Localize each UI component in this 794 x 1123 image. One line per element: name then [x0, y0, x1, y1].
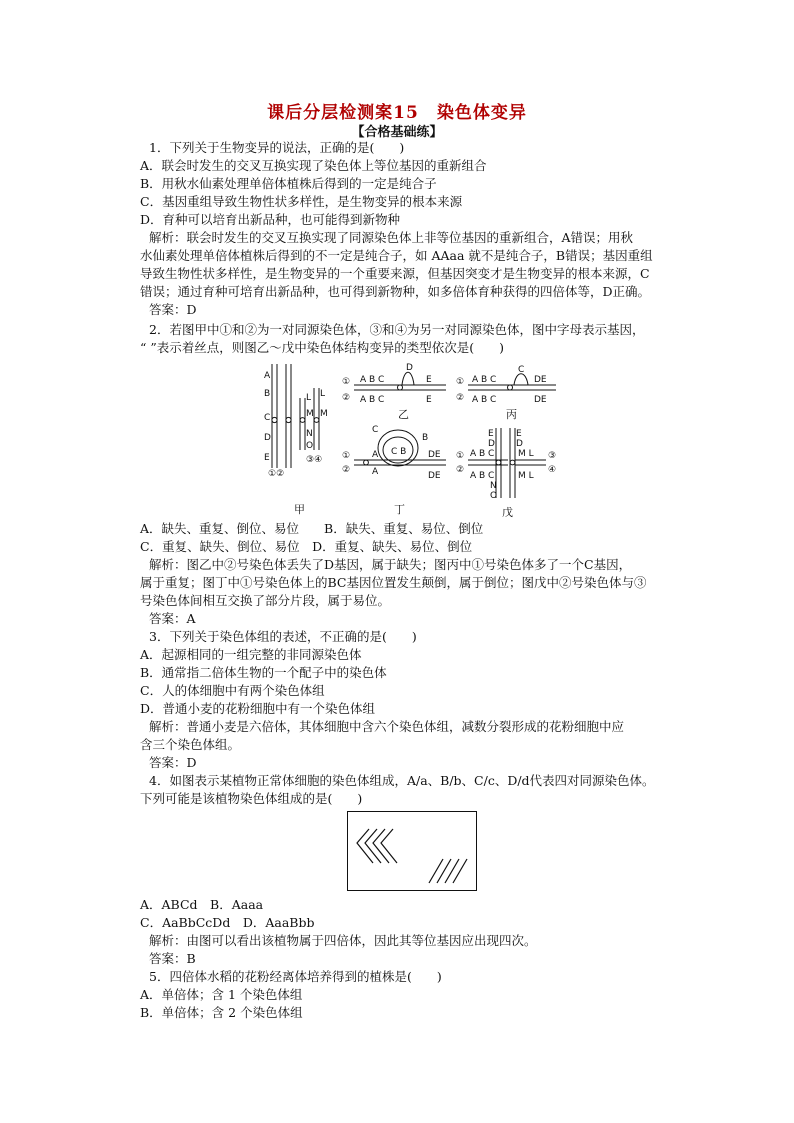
svg-text:A B C: A B C — [472, 395, 497, 405]
q4-answer: 答案：B — [149, 951, 196, 966]
svg-text:M L: M L — [518, 471, 534, 481]
svg-text:DE: DE — [534, 375, 547, 385]
svg-text:E: E — [264, 453, 270, 463]
q2-options-cd: C．重复、缺失、倒位、易位 D．重复、缺失、易位、倒位 — [140, 539, 473, 554]
label-yi: 乙 — [398, 408, 409, 421]
figure-bing — [456, 365, 556, 421]
page-title: 课后分层检测案15 染色体变异 — [267, 103, 527, 123]
svg-text:B: B — [264, 389, 271, 399]
svg-text:E: E — [488, 429, 494, 439]
svg-text:N: N — [306, 429, 313, 439]
q1-option-b: B．用秋水仙素处理单倍体植株后得到的一定是纯合子 — [140, 176, 437, 191]
svg-text:A: A — [264, 371, 271, 381]
q1-answer: 答案：D — [149, 302, 197, 317]
q4-options-cd: C．AaBbCcDd D．AaaBbb — [140, 915, 315, 930]
q1-explanation-2: 水仙素处理单倍体植株后得到的不一定是纯合子，如 AAaa 就不是纯合子，B错误；基因重组 — [140, 248, 653, 263]
svg-text:E: E — [426, 375, 432, 385]
svg-text:②: ② — [342, 465, 351, 475]
q1-stem: 1．下列关于生物变异的说法，正确的是( ) — [149, 140, 405, 155]
svg-text:③: ③ — [548, 451, 557, 461]
q3-explanation-1: 解析：普通小麦是六倍体，其体细胞中含六个染色体组，减数分裂形成的花粉细胞中应 — [149, 719, 625, 734]
svg-text:D: D — [264, 433, 271, 443]
svg-text:A B C: A B C — [360, 395, 385, 405]
q3-option-c: C．人的体细胞中有两个染色体组 — [140, 683, 325, 698]
svg-text:②: ② — [456, 465, 465, 475]
svg-text:A B C: A B C — [470, 449, 495, 459]
q2-options-ab: A．缺失、重复、倒位、易位 B．缺失、重复、易位、倒位 — [140, 521, 484, 536]
q4-options-ab: A．ABCd B．Aaaa — [140, 897, 264, 912]
svg-text:④: ④ — [548, 465, 557, 475]
svg-text:E: E — [426, 395, 432, 405]
svg-text:C: C — [264, 413, 271, 423]
q2-answer: 答案：A — [149, 611, 196, 626]
figure-wu — [456, 428, 556, 518]
figure-ding — [342, 425, 446, 516]
q1-explanation-1: 解析：联会时发生的交叉互换实现了同源染色体上非等位基因的重新组合，A错误；用秋 — [149, 230, 634, 245]
svg-text:①: ① — [342, 451, 351, 461]
q5-option-a: A．单倍体；含 1 个染色体组 — [140, 987, 303, 1002]
figure-yi — [342, 363, 446, 421]
svg-text:C: C — [518, 365, 525, 375]
q4-explanation: 解析：由图可以看出该植物属于四倍体，因此其等位基因应出现四次。 — [149, 933, 537, 948]
q1-explanation-3: 导致生物性状多样性，是生物变异的一个重要来源，但基因突变才是生物变异的根本来源，C — [140, 266, 650, 281]
svg-text:②: ② — [342, 393, 351, 403]
svg-text:L: L — [320, 389, 326, 399]
chromosome-set-figure — [347, 811, 477, 891]
svg-text:M: M — [320, 409, 328, 419]
q3-answer: 答案：D — [149, 755, 197, 770]
figure-jia — [264, 364, 328, 516]
svg-text:A B C: A B C — [472, 375, 497, 385]
label-ding: 丁 — [394, 503, 405, 516]
svg-text:①: ① — [456, 377, 465, 387]
svg-text:D: D — [488, 439, 495, 449]
svg-text:DE: DE — [428, 471, 441, 481]
svg-text:①: ① — [456, 451, 465, 461]
q3-option-a: A．起源相同的一组完整的非同源染色体 — [140, 647, 362, 662]
svg-text:C: C — [372, 425, 379, 435]
q1-explanation-4: 错误；通过育种可培育出新品种，也可得到新物种，如多倍体育种获得的四倍体等，D正确。 — [140, 284, 651, 299]
section-heading: 【合格基础练】 — [351, 125, 443, 140]
svg-text:M L: M L — [518, 449, 534, 459]
q4-stem-1: 4．如图表示某植物正常体细胞的染色体组成，A/a、B/b、C/c、D/d代表四对同源染色体。 — [149, 773, 655, 788]
label-jia: 甲 — [294, 503, 305, 516]
svg-text:①②: ①② — [268, 469, 285, 479]
q3-explanation-2: 含三个染色体组。 — [140, 737, 241, 752]
label-wu: 戊 — [502, 506, 513, 518]
svg-text:A: A — [372, 450, 379, 460]
q3-stem: 3．下列关于染色体组的表述，不正确的是( ) — [149, 629, 417, 644]
svg-text:A B C: A B C — [360, 375, 385, 385]
svg-text:D: D — [406, 363, 413, 373]
q1-option-c: C．基因重组导致生物性状多样性，是生物变异的根本来源 — [140, 194, 463, 209]
q2-stem-2: “ ”表示着丝点，则图乙～戊中染色体结构变异的类型依次是( ) — [140, 340, 505, 355]
q2-explanation-3: 号染色体间相互交换了部分片段，属于易位。 — [140, 593, 391, 608]
svg-text:A: A — [372, 467, 379, 477]
svg-text:A B C: A B C — [470, 471, 495, 481]
svg-text:D: D — [516, 439, 523, 449]
label-bing: 丙 — [506, 408, 517, 421]
q4-stem-2: 下列可能是该植物染色体组成的是( ) — [140, 791, 363, 806]
svg-text:①: ① — [342, 377, 351, 387]
q3-option-d: D．普通小麦的花粉细胞中有一个染色体组 — [140, 701, 376, 716]
svg-text:DE: DE — [428, 450, 441, 460]
q2-explanation-1: 解析：图乙中②号染色体丢失了D基因，属于缺失；图丙中①号染色体多了一个C基因， — [149, 557, 632, 572]
svg-text:②: ② — [456, 393, 465, 403]
svg-text:M: M — [306, 409, 314, 419]
q3-option-b: B．通常指二倍体生物的一个配子中的染色体 — [140, 665, 387, 680]
q2-explanation-2: 属于重复；图丁中①号染色体上的BC基因位置发生颠倒，属于倒位；图戊中②号染色体与③ — [140, 575, 647, 590]
svg-text:L: L — [306, 393, 312, 403]
q5-stem: 5．四倍体水稻的花粉经离体培养得到的植株是( ) — [149, 969, 442, 984]
svg-text:③④: ③④ — [306, 455, 323, 465]
svg-text:C B: C B — [391, 447, 407, 457]
q2-stem-1: 2．若图甲中①和②为一对同源染色体，③和④为另一对同源染色体，图中字母表示基因， — [149, 322, 645, 337]
q5-option-b: B．单倍体；含 2 个染色体组 — [140, 1005, 303, 1020]
svg-text:B: B — [422, 433, 429, 443]
chromosome-variation-figure — [260, 358, 560, 518]
svg-text:O: O — [490, 491, 498, 501]
svg-text:N: N — [490, 481, 497, 491]
svg-text:DE: DE — [534, 395, 547, 405]
q1-option-a: A．联会时发生的交叉互换实现了染色体上等位基因的重新组合 — [140, 158, 487, 173]
svg-text:O: O — [306, 441, 314, 451]
svg-text:E: E — [516, 429, 522, 439]
q1-option-d: D．育种可以培育出新品种，也可能得到新物种 — [140, 212, 401, 227]
